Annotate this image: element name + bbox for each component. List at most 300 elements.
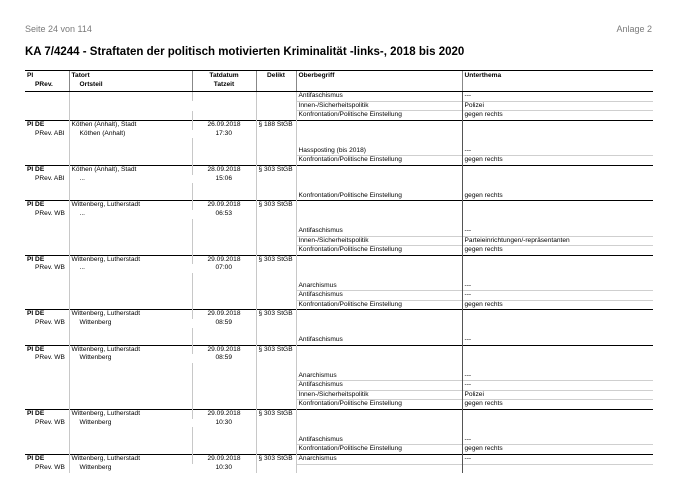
empty-cell [256,328,296,337]
topic-unterthema: --- [462,372,653,381]
entry-pi: PI DE [25,409,69,418]
topic-oberbegriff: Antifaschismus [296,336,462,345]
topic-unterthema: Parteieinrichtungen/-repräsentanten [462,236,653,246]
empty-cell [462,219,653,228]
entry-delikt: § 303 StGB [256,454,296,464]
empty-cell [69,427,192,436]
empty-cell [25,219,69,228]
entry-zeit [192,101,256,111]
entry-subrow [25,336,653,345]
empty-cell [296,419,462,428]
empty-cell [296,319,462,328]
empty-cell [192,236,256,246]
page-number: Seite 24 von 114 [25,24,92,34]
empty-cell [25,147,69,156]
empty-cell [192,111,256,121]
empty-cell [296,175,462,184]
entry-pi: PI DE [25,165,69,174]
empty-cell [25,192,69,201]
entry-row [25,454,653,464]
empty-cell [192,336,256,345]
topic-oberbegriff: Konfrontation/Politische Einstellung [296,156,462,166]
topic-unterthema: gegen rechts [462,445,653,455]
entry-tatort: Köthen (Anhalt), Stadt [69,165,192,174]
header-oberbegriff-spacer [296,81,462,92]
entry-delikt [256,92,296,102]
empty-cell [462,210,653,219]
entry-datum: 29.09.2018 [192,409,256,418]
empty-cell [192,282,256,291]
entry-prev [25,101,69,111]
entry-row [25,255,653,264]
empty-cell [462,201,653,210]
topic-oberbegriff: Konfrontation/Politische Einstellung [296,300,462,310]
empty-cell [462,419,653,428]
entry-tatort: Wittenberg, Lutherstadt [69,255,192,264]
empty-cell [296,183,462,192]
empty-cell [25,111,69,121]
empty-cell [25,273,69,282]
empty-cell [25,328,69,337]
topic-unterthema: gegen rechts [462,111,653,121]
empty-cell [192,227,256,236]
topic-unterthema: gegen rechts [462,400,653,410]
topic-unterthema: --- [462,282,653,291]
entry-datum: 29.09.2018 [192,310,256,319]
entry-prev: PRev. WB [35,319,65,327]
empty-cell [25,236,69,246]
entry-pi: PI DE [25,255,69,264]
entry-row [25,201,653,210]
entry-ortsteil: Köthen (Anhalt) [69,130,192,139]
empty-cell [256,427,296,436]
entry-prev: PRev. ABI [35,129,65,137]
entry-zeit: 07:00 [215,264,232,272]
empty-cell [192,372,256,381]
topic-unterthema: --- [462,227,653,236]
empty-cell [25,282,69,291]
empty-cell [69,400,192,410]
empty-cell [256,436,296,445]
topic-unterthema: gegen rechts [462,156,653,166]
entry-zeit: 10:30 [215,464,232,472]
entry-prev: PRev. WB [35,264,65,272]
empty-cell [462,130,653,139]
empty-cell [69,445,192,455]
empty-cell [462,328,653,337]
entry-subrow [25,175,653,184]
empty-cell [462,120,653,129]
empty-cell [462,310,653,319]
topic-unterthema: --- [462,291,653,301]
topic-unterthema: --- [462,436,653,445]
empty-cell [296,464,462,473]
topic-unterthema: --- [462,454,653,464]
empty-cell [25,227,69,236]
empty-cell [256,138,296,147]
empty-cell [462,183,653,192]
empty-cell [462,264,653,273]
entry-datum: 29.09.2018 [192,454,256,464]
empty-cell [25,372,69,381]
empty-cell [192,390,256,400]
entry-subrow [25,427,653,436]
entry-ortsteil: ... [69,264,192,273]
topic-unterthema: Polizei [462,101,653,111]
empty-cell [25,183,69,192]
topic-oberbegriff: Anarchismus [296,454,462,464]
empty-cell [69,390,192,400]
empty-cell [256,363,296,372]
entry-datum: 29.09.2018 [192,345,256,354]
empty-cell [69,246,192,256]
entry-subrow [25,101,653,111]
document-title: KA 7/4244 - Straftaten der politisch motivierten Kriminalität -links-, 2018 bis 2020 [25,46,465,58]
entry-subrow [25,381,653,391]
entry-zeit: 08:59 [215,354,232,362]
entry-subrow [25,210,653,219]
header-prev: PRev. [25,81,69,92]
entry-subrow [25,291,653,301]
entry-delikt-spacer [256,130,296,139]
empty-cell [69,436,192,445]
entry-subrow [25,219,653,228]
empty-cell [69,363,192,372]
empty-cell [256,246,296,256]
empty-cell [296,219,462,228]
topic-oberbegriff: Anarchismus [296,372,462,381]
empty-cell [296,210,462,219]
entry-subrow [25,111,653,121]
header-unterthema: Unterthema [462,71,653,81]
empty-cell [296,201,462,210]
entry-ortsteil: Wittenberg [69,464,192,473]
entry-delikt-spacer [256,210,296,219]
entry-delikt: § 303 StGB [256,310,296,319]
entry-zeit: 06:53 [215,209,232,217]
entry-row [25,120,653,129]
topic-unterthema: gegen rechts [462,300,653,310]
empty-cell [192,300,256,310]
table-body [25,92,653,473]
topic-unterthema: --- [462,381,653,391]
header-ortsteil: Ortsteil [69,81,192,92]
entry-zeit: 08:59 [215,319,232,327]
entry-delikt: § 303 StGB [256,409,296,418]
empty-cell [256,400,296,410]
entry-pi: PI DE [25,345,69,354]
empty-cell [69,273,192,282]
entry-subrow [25,300,653,310]
empty-cell [69,291,192,301]
empty-cell [256,273,296,282]
empty-cell [462,138,653,147]
empty-cell [25,445,69,455]
empty-cell [69,336,192,345]
empty-cell [296,120,462,129]
empty-cell [192,328,256,337]
entry-pi: PI DE [25,454,69,464]
header-unterthema-spacer [462,81,653,92]
entry-ortsteil: ... [69,210,192,219]
empty-cell [462,464,653,473]
empty-cell [296,255,462,264]
empty-cell [25,427,69,436]
empty-cell [69,138,192,147]
empty-cell [462,255,653,264]
entry-subrow [25,273,653,282]
header-delikt: Delikt [256,71,296,81]
empty-cell [256,227,296,236]
empty-cell [462,165,653,174]
topic-oberbegriff: Konfrontation/Politische Einstellung [296,192,462,201]
empty-cell [256,390,296,400]
entry-datum: 28.09.2018 [192,165,256,174]
entry-tatort [69,92,192,102]
header-tatzeit: Tatzeit [192,81,256,92]
entry-ortsteil: Wittenberg [69,354,192,363]
empty-cell [256,183,296,192]
entry-row [25,409,653,418]
entry-tatort: Wittenberg, Lutherstadt [69,310,192,319]
empty-cell [192,138,256,147]
empty-cell [462,427,653,436]
empty-cell [25,381,69,391]
entry-tatort: Köthen (Anhalt), Stadt [69,120,192,129]
empty-cell [296,354,462,363]
empty-cell [256,300,296,310]
entry-subrow [25,419,653,428]
empty-cell [25,246,69,256]
topic-oberbegriff: Antifaschismus [296,381,462,391]
entry-delikt: § 303 StGB [256,255,296,264]
empty-cell [296,427,462,436]
empty-cell [69,147,192,156]
empty-cell [192,363,256,372]
topic-oberbegriff: Innen-/Sicherheitspolitik [296,390,462,400]
topic-oberbegriff: Konfrontation/Politische Einstellung [296,111,462,121]
entry-pi: PI DE [25,310,69,319]
empty-cell [462,354,653,363]
empty-cell [462,409,653,418]
empty-cell [296,310,462,319]
entry-subrow [25,192,653,201]
empty-cell [69,300,192,310]
entry-delikt: § 303 StGB [256,345,296,354]
topic-oberbegriff: Antifaschismus [296,227,462,236]
entry-tatort: Wittenberg, Lutherstadt [69,201,192,210]
topic-unterthema: --- [462,147,653,156]
empty-cell [192,156,256,166]
entry-delikt: § 303 StGB [256,165,296,174]
topic-unterthema: gegen rechts [462,246,653,256]
topic-oberbegriff: Konfrontation/Politische Einstellung [296,400,462,410]
empty-cell [69,156,192,166]
empty-cell [25,390,69,400]
entry-subrow [25,156,653,166]
entry-tatort: Wittenberg, Lutherstadt [69,409,192,418]
entry-subrow [25,354,653,363]
empty-cell [462,363,653,372]
empty-cell [25,138,69,147]
empty-cell [25,363,69,372]
entry-ortsteil: Wittenberg [69,419,192,428]
entry-zeit: 15:06 [215,174,232,182]
entry-datum [192,92,256,102]
topic-oberbegriff: Antifaschismus [296,92,462,102]
entry-row [25,92,653,102]
empty-cell [69,192,192,201]
entry-delikt: § 188 StGB [256,120,296,129]
entry-subrow [25,264,653,273]
entry-prev: PRev. WB [35,418,65,426]
entry-ortsteil: ... [69,175,192,184]
entry-subrow [25,236,653,246]
empty-cell [296,264,462,273]
header-pi: PI [25,71,69,81]
empty-cell [192,219,256,228]
topic-unterthema: Polizei [462,390,653,400]
entry-subrow [25,400,653,410]
entry-delikt-spacer [256,354,296,363]
topic-oberbegriff: Konfrontation/Politische Einstellung [296,246,462,256]
entry-row [25,165,653,174]
topic-oberbegriff: Antifaschismus [296,436,462,445]
empty-cell [256,156,296,166]
entry-zeit: 17:30 [215,129,232,137]
empty-cell [296,409,462,418]
topic-oberbegriff: Innen-/Sicherheitspolitik [296,236,462,246]
entry-subrow [25,372,653,381]
entry-subrow [25,147,653,156]
empty-cell [256,372,296,381]
empty-cell [69,111,192,121]
empty-cell [69,328,192,337]
entry-datum: 26.09.2018 [192,120,256,129]
empty-cell [69,282,192,291]
entry-subrow [25,183,653,192]
attachment-label: Anlage 2 [616,24,652,34]
empty-cell [296,345,462,354]
empty-cell [192,291,256,301]
entry-row [25,310,653,319]
entry-tatort: Wittenberg, Lutherstadt [69,345,192,354]
topic-unterthema: gegen rechts [462,192,653,201]
offense-table [25,70,653,473]
entry-subrow [25,464,653,473]
entry-subrow [25,282,653,291]
entry-pi: PI DE [25,120,69,129]
header-tatdatum: Tatdatum [192,71,256,81]
empty-cell [256,381,296,391]
entry-pi: PI DE [25,201,69,210]
empty-cell [25,436,69,445]
table-header [25,71,653,92]
entry-delikt-spacer [256,464,296,473]
empty-cell [25,336,69,345]
entry-prev: PRev. WB [35,209,65,217]
empty-cell [25,400,69,410]
entry-subrow [25,436,653,445]
empty-cell [256,291,296,301]
entry-prev: PRev. WB [35,354,65,362]
empty-cell [192,273,256,282]
empty-cell [192,246,256,256]
empty-cell [256,192,296,201]
empty-cell [256,111,296,121]
empty-cell [69,183,192,192]
entry-datum: 29.09.2018 [192,255,256,264]
empty-cell [296,130,462,139]
empty-cell [25,291,69,301]
empty-cell [192,445,256,455]
entry-subrow [25,319,653,328]
page-header [25,24,652,36]
empty-cell [296,273,462,282]
empty-cell [192,427,256,436]
empty-cell [25,156,69,166]
empty-cell [296,138,462,147]
entry-prev: PRev. ABI [35,174,65,182]
header-oberbegriff: Oberbegriff [296,71,462,81]
empty-cell [296,363,462,372]
empty-cell [192,400,256,410]
empty-cell [192,183,256,192]
empty-cell [462,175,653,184]
empty-cell [69,381,192,391]
entry-ortsteil: Wittenberg [69,319,192,328]
entry-pi [25,92,69,102]
entry-subrow [25,246,653,256]
topic-oberbegriff: Antifaschismus [296,291,462,301]
empty-cell [69,227,192,236]
topic-oberbegriff: Hassposting (bis 2018) [296,147,462,156]
empty-cell [69,219,192,228]
empty-cell [256,336,296,345]
empty-cell [256,219,296,228]
empty-cell [462,345,653,354]
empty-cell [192,436,256,445]
topic-unterthema: --- [462,92,653,102]
empty-cell [462,319,653,328]
entry-delikt-spacer [256,101,296,111]
entry-subrow [25,390,653,400]
empty-cell [256,445,296,455]
empty-cell [296,328,462,337]
topic-oberbegriff: Anarchismus [296,282,462,291]
header-tatort: Tatort [69,71,192,81]
entry-delikt-spacer [256,264,296,273]
entry-subrow [25,363,653,372]
empty-cell [69,236,192,246]
entry-tatort: Wittenberg, Lutherstadt [69,454,192,464]
entry-subrow [25,227,653,236]
empty-cell [69,372,192,381]
empty-cell [192,381,256,391]
topic-unterthema: --- [462,336,653,345]
entry-subrow [25,130,653,139]
entry-subrow [25,138,653,147]
empty-cell [296,165,462,174]
entry-prev: PRev. WB [35,464,65,472]
topic-oberbegriff: Konfrontation/Politische Einstellung [296,445,462,455]
entry-zeit: 10:30 [215,418,232,426]
entry-delikt-spacer [256,319,296,328]
entry-ortsteil [69,101,192,111]
topic-oberbegriff: Innen-/Sicherheitspolitik [296,101,462,111]
empty-cell [192,192,256,201]
entry-subrow [25,445,653,455]
